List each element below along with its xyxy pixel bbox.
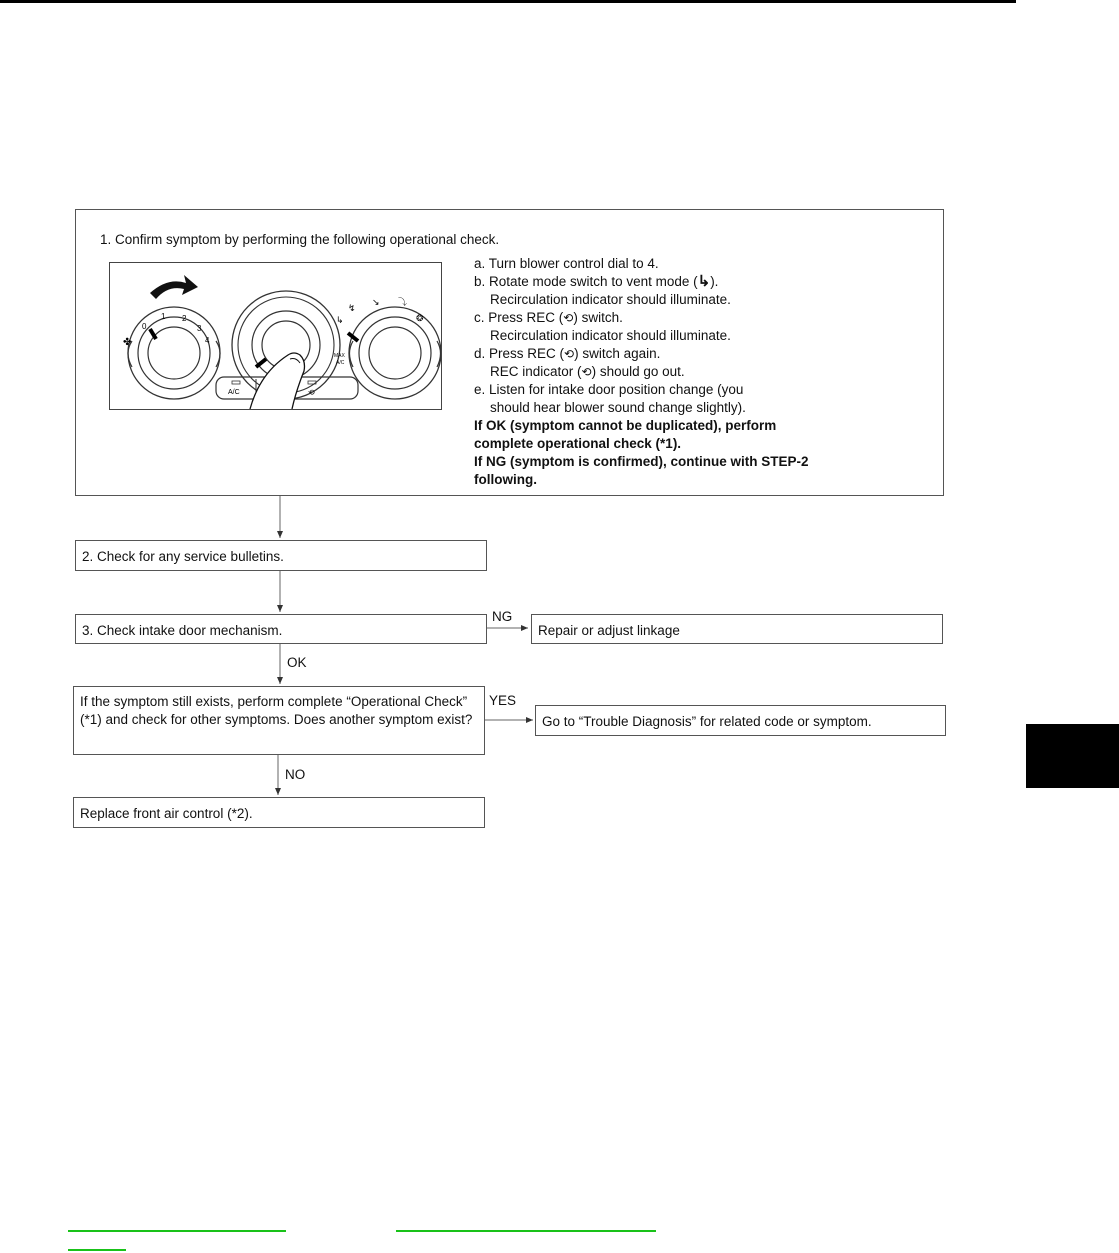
- instruction-text: e. Listen for intake door position change (you: [474, 382, 744, 397]
- instruction-line: [474, 471, 844, 489]
- ok-label: OK: [287, 655, 307, 670]
- instruction-text: should hear blower sound change slightly).: [490, 400, 746, 415]
- footer-link-2[interactable]: [396, 1230, 656, 1232]
- footer-link-3[interactable]: [68, 1249, 126, 1251]
- instruction-suffix: ) switch again.: [574, 346, 661, 361]
- step1-title: 1. Confirm symptom by performing the following operational check.: [100, 232, 500, 247]
- mode-label-ac: A/C: [336, 360, 345, 366]
- instruction-line: [474, 273, 844, 291]
- fan-icon: ✤: [123, 337, 132, 348]
- blower-dial: [128, 307, 220, 399]
- rec-icon: ⟲: [564, 347, 575, 361]
- mode-bilevel-icon: ↯: [348, 304, 356, 314]
- no-label: NO: [285, 767, 306, 782]
- instruction-text: c. Press REC (: [474, 310, 564, 325]
- mode-footdef-icon: ⤵: [398, 298, 408, 308]
- instruction-text: following.: [474, 472, 537, 487]
- yes-result-box: [535, 705, 946, 736]
- instruction-text: complete operational check (*1).: [474, 436, 682, 451]
- step2-text: 2. Check for any service bulletins.: [82, 549, 284, 564]
- ng-result-text: Repair or adjust linkage: [538, 623, 680, 638]
- yes-result-text: Go to “Trouble Diagnosis” for related code or symptom.: [542, 714, 872, 729]
- instruction-line: [474, 417, 844, 435]
- instruction-text: If OK (symptom cannot be duplicated), perform: [474, 418, 777, 433]
- step4-text: If the symptom still exists, perform complete “Operational Check” (*1) and check for other symptoms. Does another symptom exist?: [80, 694, 473, 727]
- instruction-text: Recirculation indicator should illuminate.: [490, 292, 731, 307]
- blower-label-1: 1: [161, 312, 166, 321]
- button-ac-label: A/C: [228, 389, 240, 396]
- step4-box: [73, 686, 485, 755]
- step1-instructions: [474, 255, 844, 489]
- mode-foot-icon: ↘: [372, 298, 380, 308]
- blower-label-3: 3: [197, 324, 202, 333]
- ng-label: NG: [492, 609, 513, 624]
- mode-label-max: MAX: [334, 353, 345, 359]
- mode-vent-icon: ↳: [336, 316, 344, 326]
- instruction-line: [474, 291, 844, 309]
- instruction-text: a. Turn blower control dial to 4.: [474, 256, 659, 271]
- instruction-suffix: ) switch.: [573, 310, 623, 325]
- blower-label-0: 0: [142, 322, 147, 331]
- instruction-line: [474, 345, 844, 363]
- instruction-line: [474, 435, 844, 453]
- instruction-suffix: ) should go out.: [591, 364, 685, 379]
- rec-button-icon: ⟲: [308, 388, 315, 397]
- step5-text: Replace front air control (*2).: [80, 806, 253, 821]
- instruction-line: [474, 381, 844, 399]
- front-air-control-illustration: [110, 263, 441, 409]
- finger-pressing-rec: [250, 353, 305, 409]
- instruction-text: d. Press REC (: [474, 346, 565, 361]
- rec-icon: ⟲: [563, 311, 574, 325]
- step3-text: 3. Check intake door mechanism.: [82, 623, 283, 638]
- mode-defrost-icon: ❂: [416, 314, 424, 324]
- instruction-text: Recirculation indicator should illuminate.: [490, 328, 731, 343]
- instruction-line: [474, 363, 844, 381]
- step3-box: [75, 614, 487, 644]
- ng-result-box: [531, 614, 943, 644]
- step2-box: [75, 540, 487, 571]
- footer-link-1[interactable]: [68, 1230, 286, 1232]
- instruction-line: [474, 309, 844, 327]
- instruction-suffix: ).: [710, 274, 719, 289]
- vent-mode-icon: ↳: [697, 273, 711, 290]
- instruction-text: REC indicator (: [490, 364, 582, 379]
- instruction-line: [474, 453, 844, 471]
- yes-label: YES: [489, 693, 517, 708]
- instruction-line: [474, 327, 844, 345]
- instruction-line: [474, 399, 844, 417]
- blower-label-2: 2: [182, 314, 187, 323]
- instruction-text: b. Rotate mode switch to vent mode (: [474, 274, 698, 289]
- blower-label-4: 4: [205, 336, 210, 345]
- instruction-text: If NG (symptom is confirmed), continue with STEP-2: [474, 454, 809, 469]
- step5-box: [73, 797, 485, 828]
- mode-dial: [348, 307, 441, 399]
- rotate-arrow-icon: [150, 275, 198, 299]
- instruction-line: [474, 255, 844, 273]
- front-air-control-panel: [109, 262, 442, 410]
- step1-box: [75, 209, 944, 496]
- rec-icon: ⟲: [581, 365, 592, 379]
